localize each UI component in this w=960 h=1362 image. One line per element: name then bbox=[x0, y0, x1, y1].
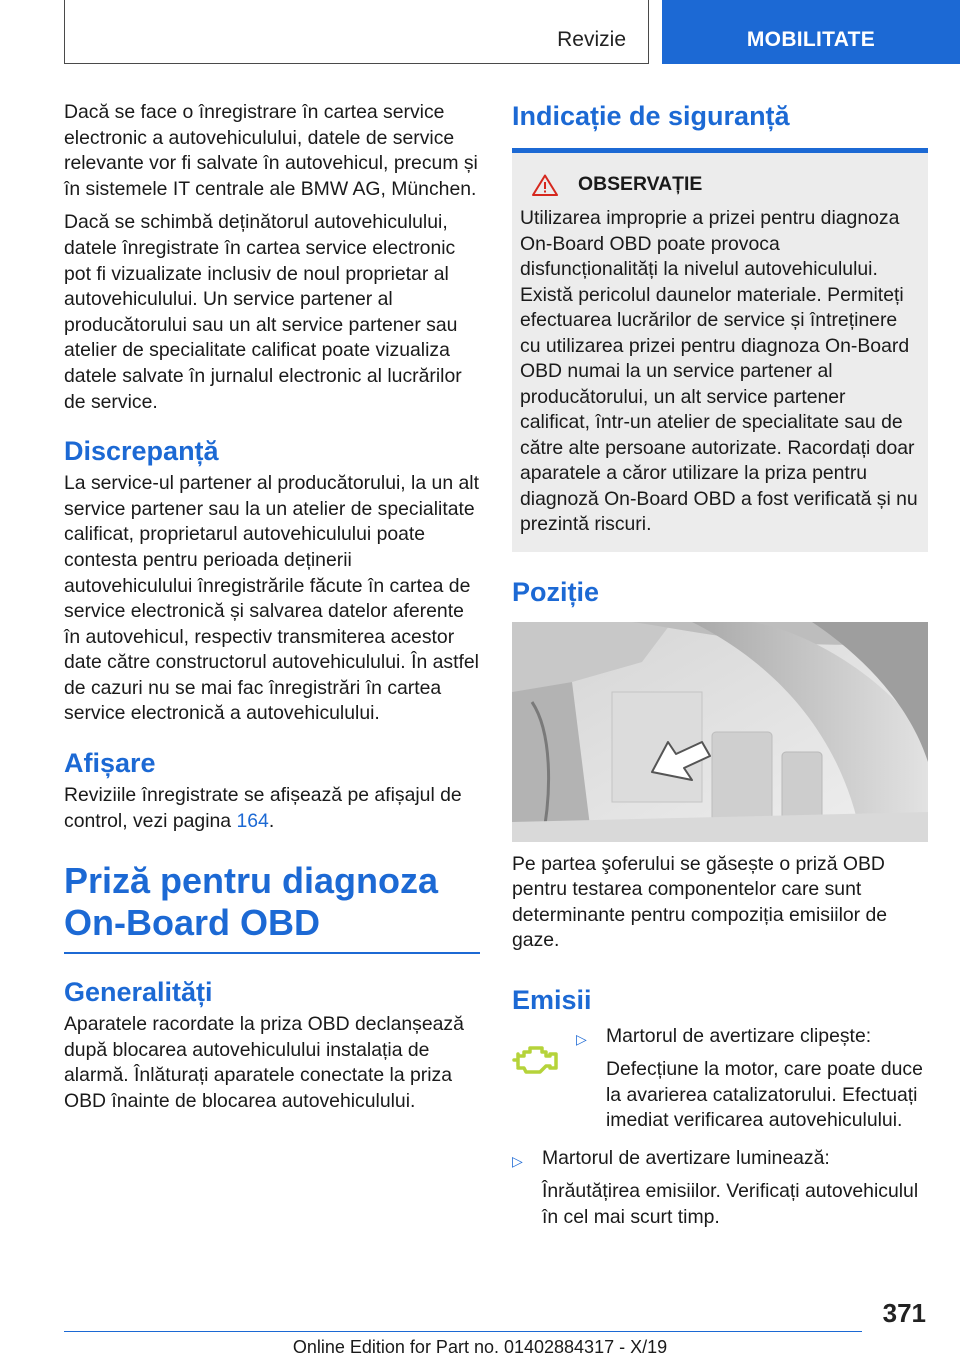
page-link-164[interactable]: 164 bbox=[236, 809, 269, 832]
heading-afisare: Afișare bbox=[64, 748, 156, 779]
paragraph-afisare bbox=[64, 783, 480, 834]
page-number: 371 bbox=[882, 1298, 926, 1328]
heading-pozitie: Poziție bbox=[512, 576, 600, 607]
bullet-blinking bbox=[576, 1024, 928, 1142]
afisare-text: Reviziile înregistrate se afișează pe afișajul de control, vezi pagina bbox=[64, 784, 462, 832]
heading-discrepanta: Discrepanță bbox=[64, 436, 219, 467]
bullet-triangle-icon: ▷ bbox=[576, 1030, 587, 1047]
footer-edition: Online Edition for Part no. 01402884317 - X/19 bbox=[292, 1337, 668, 1357]
emisii-row-blinking bbox=[512, 1024, 928, 1142]
bullet1-title: Martorul de avertizare clipește: bbox=[606, 1024, 872, 1047]
paragraph-discrepanta: La service-ul partener al producătorului, la un alt service partener sau la un atelier de specialitate calificat, proprietarul autovehiculului poate contesta pentru perioada deținerii autovehiculului înregistrările făcute în cartea de service electronică și salvarea datelor aferente în autovehicul, respectiv transmiterea acestor date către constructorul autovehiculului. În astfel de cazuri nu se mai fac înregistrări în cartea service electronică a autovehiculului. bbox=[64, 472, 479, 725]
bullet2-title: Martorul de avertizare luminează: bbox=[542, 1146, 830, 1169]
heading-generalitati: Generalități bbox=[64, 977, 213, 1008]
warning-box bbox=[512, 153, 928, 552]
paragraph-pozitie: Pe partea şoferului se găsește o priză OBD pentru testarea componentelor care sunt determinante pentru compoziția emisiilor de gaze. bbox=[512, 852, 888, 952]
heading-indicatie-siguranta: Indicație de siguranță bbox=[512, 100, 928, 153]
bullet-lit bbox=[512, 1146, 928, 1239]
warning-text: Utilizarea improprie a prizei pentru diagnoza On-Board OBD poate provoca disfuncționalități la nivelul autovehiculului. Există pericolul daunelor materiale. Permiteți efectuarea lucrărilor de service și întreținere cu utilizarea prizei pentru diagnoza On-Board OBD numai la un service partener al producătorului, un alt service partener calificat, într-un atelier de specialitate sau de către alte persoane autorizate. Racordați doar aparatele a căror utilizare la priza pentru diagnoză On-Board OBD a fost verificată și nu prezintă riscuri. bbox=[520, 207, 918, 535]
warning-title: OBSERVAȚIE bbox=[578, 173, 703, 195]
obd-location-photo bbox=[512, 622, 928, 842]
paragraph-service-record: Dacă se face o înregistrare în cartea service electronic a autovehiculului, datele de service relevante vor fi salvate în autovehicul, precum și în sistemele IT centrale ale BMW AG, München. bbox=[64, 101, 478, 200]
bullet-triangle-icon: ▷ bbox=[512, 1152, 523, 1169]
header-chapter-tab: MOBILITATE bbox=[662, 0, 960, 64]
warning-triangle-icon bbox=[532, 174, 558, 196]
bullet1-text: Defecțiune la motor, care poate duce la avarierea catalizatorului. Efectuați imediat verificarea autovehiculului. bbox=[606, 1058, 923, 1132]
footer-divider bbox=[64, 1331, 862, 1332]
right-column bbox=[512, 100, 928, 1238]
afisare-end: . bbox=[268, 809, 275, 832]
header-section-title: Revizie bbox=[557, 28, 626, 51]
engine-check-icon bbox=[512, 1042, 576, 1081]
paragraph-owner-change: Dacă se schimbă deținătorul autovehiculului, datele înregistrate în cartea service electronic pot fi vizualizate inclusiv de noul proprietar al autovehiculului. Un service partener al producătorului sau un alt service partener sau atelier de specialitate calificat poate vizualiza datele salvate în jurnalul electronic al lucrărilor de service. bbox=[64, 211, 462, 413]
heading-emisii: Emisii bbox=[512, 984, 592, 1015]
warning-header bbox=[520, 173, 920, 196]
heading-priza-obd: Priză pentru diagnoza On-Board OBD bbox=[64, 860, 480, 954]
paragraph-generalitati: Aparatele racordate la priza OBD declanșează după blocarea autovehiculului instalația de alarmă. Înlăturați aparatele conectate la priza OBD înainte de blocarea autovehiculului. bbox=[64, 1013, 464, 1113]
bullet2-text: Înrăutățirea emisiilor. Verificați autovehiculul în cel mai scurt timp. bbox=[542, 1180, 919, 1228]
left-column bbox=[64, 100, 480, 1123]
